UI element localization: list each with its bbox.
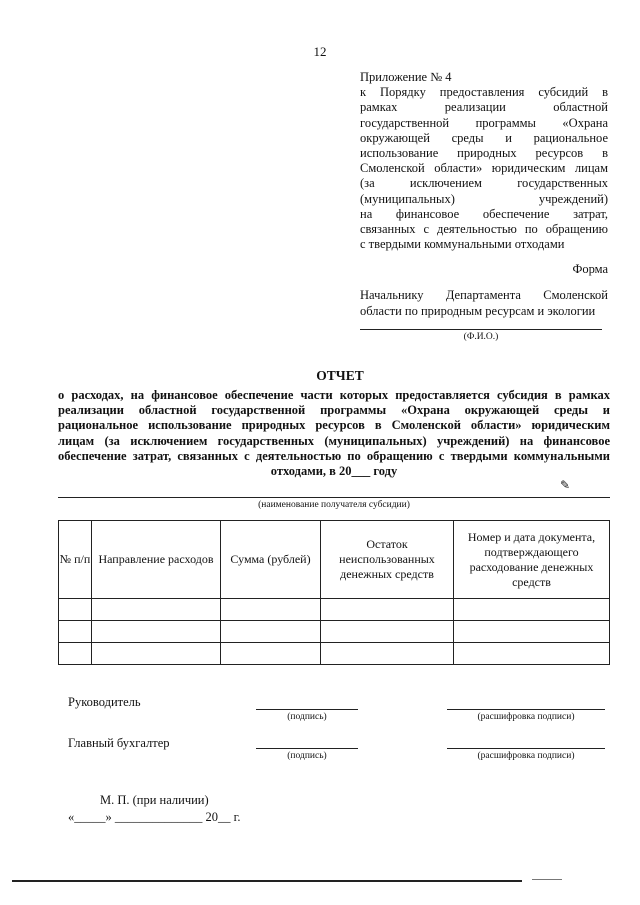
- annex-line: использование природных ресурсов в: [360, 145, 608, 160]
- header-cell: Остаток неиспользованных денежных средств: [321, 521, 454, 599]
- addressee-line: области по природным ресурсам и экологии: [360, 303, 596, 318]
- annex-line: государственной программы «Охрана: [360, 115, 608, 130]
- report-subtitle-line: реализации областной государственной программы «Охрана окружающей среды и: [58, 403, 610, 418]
- report-subtitle-line: о расходах, на финансовое обеспечение части которых предоставляется субсидия в рамках: [58, 388, 610, 402]
- annex-line: на финансовое обеспечение затрат,: [360, 206, 608, 221]
- table-cell[interactable]: [454, 643, 610, 665]
- annex-line: связанных с деятельностью по обращению: [360, 221, 608, 236]
- expense-table: [58, 520, 610, 665]
- accountant-decode-line[interactable]: [447, 748, 605, 749]
- accountant-signature-line[interactable]: [256, 748, 358, 749]
- stamp-label: М. П. (при наличии): [100, 793, 209, 807]
- header-cell: Номер и дата документа, подтверждающего расходование денежных средств: [454, 521, 610, 599]
- annex-line: окружающей среды и рациональное: [360, 130, 608, 145]
- table-cell[interactable]: [92, 599, 221, 621]
- table-cell[interactable]: [92, 621, 221, 643]
- table-cell[interactable]: [221, 621, 321, 643]
- head-label: Руководитель: [68, 695, 141, 709]
- page-number: 12: [313, 44, 327, 59]
- table-cell[interactable]: [59, 643, 92, 665]
- annex-block: [360, 70, 608, 252]
- accountant-decode-caption: (расшифровка подписи): [477, 751, 575, 761]
- table-cell[interactable]: [59, 599, 92, 621]
- report-subtitle: [58, 388, 610, 479]
- annex-line: к Порядку предоставления субсидий в: [360, 85, 608, 100]
- table-header-row: [59, 521, 610, 599]
- pen-mark-icon: ✎: [560, 478, 571, 492]
- fio-caption: (Ф.И.О.): [463, 332, 499, 342]
- date-line[interactable]: «_____» ______________ 20__ г.: [68, 810, 241, 824]
- fio-line[interactable]: [360, 329, 602, 330]
- head-signature-line[interactable]: [256, 709, 358, 710]
- table-cell[interactable]: [59, 621, 92, 643]
- report-subtitle-line: лицам (за исключением государственных (муниципальных) учреждений) на финансовое: [58, 433, 610, 448]
- head-decode-caption: (расшифровка подписи): [477, 712, 575, 722]
- table-row: [59, 599, 610, 621]
- report-subtitle-line: отходами, в 20___ году: [270, 464, 398, 479]
- head-decode-line[interactable]: [447, 709, 605, 710]
- annex-line: Приложение № 4: [360, 70, 452, 84]
- report-subtitle-line: рациональное использование природных ресурсов в Смоленской области» юридическим: [58, 418, 610, 433]
- table-row: [59, 621, 610, 643]
- annex-line: (за исключением государственных: [360, 176, 608, 191]
- header-cell: № п/п: [59, 521, 92, 599]
- head-sign-caption: (подпись): [287, 712, 327, 722]
- form-label: Форма: [572, 262, 608, 276]
- header-cell: Сумма (рублей): [221, 521, 321, 599]
- addressee-block: [360, 288, 608, 319]
- report-title: ОТЧЕТ: [316, 368, 364, 383]
- table-cell[interactable]: [454, 599, 610, 621]
- annex-line: с твердыми коммунальными отходами: [360, 237, 565, 252]
- bottom-rule-fragment: [532, 879, 562, 880]
- bottom-rule: [12, 880, 522, 882]
- table-cell[interactable]: [92, 643, 221, 665]
- table-row: [59, 643, 610, 665]
- annex-line: рамках реализации областной: [360, 100, 608, 115]
- table-cell[interactable]: [221, 643, 321, 665]
- recipient-caption: (наименование получателя субсидии): [258, 500, 410, 510]
- annex-line: (муниципальных) учреждений): [360, 191, 608, 206]
- table-cell[interactable]: [321, 599, 454, 621]
- accountant-sign-caption: (подпись): [287, 751, 327, 761]
- addressee-line: Начальнику Департамента Смоленской: [360, 288, 608, 302]
- annex-line: Смоленской области» юридическим лицам: [360, 161, 608, 176]
- table-cell[interactable]: [321, 643, 454, 665]
- recipient-line[interactable]: [58, 497, 610, 498]
- accountant-label: Главный бухгалтер: [68, 736, 170, 750]
- table-cell[interactable]: [454, 621, 610, 643]
- header-cell: Направление расходов: [92, 521, 221, 599]
- table-cell[interactable]: [321, 621, 454, 643]
- table-cell[interactable]: [221, 599, 321, 621]
- report-subtitle-line: обеспечение затрат, связанных с деятельностью по обращению с твердыми коммунальными: [58, 448, 610, 463]
